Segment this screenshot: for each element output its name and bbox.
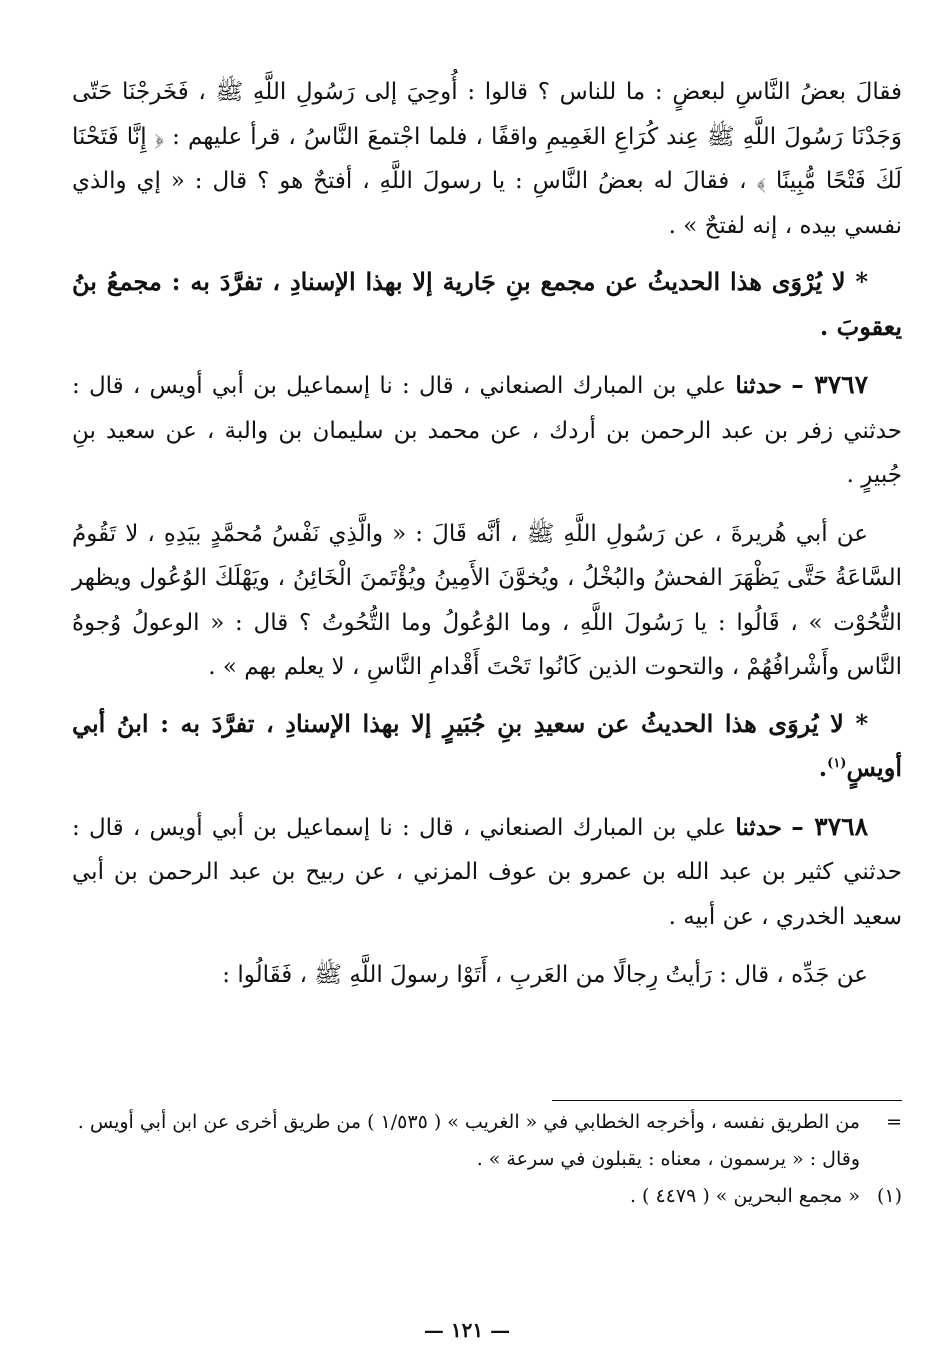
haddathana-label: حدثنا xyxy=(735,813,782,841)
hadith-number: ٣٧٦٨ – xyxy=(791,811,868,841)
paragraph-hadith-continuation: فقالَ بعضُ النَّاسِ لبعضٍ : ما للناس ؟ قالوا : أُوحِيَ إلى رَسُولِ اللَّهِ ﷺ ، فَخَرجْنَا حَتّى وَجَدْنَا رَسُولَ اللَّهِ ﷺ عِند كُرَاعِ الغَمِيمِ واقفًا ، فلما اجْتمعَ النَّاسُ ، قرأ عليهم : ﴿ إِنَّا فَتَحْنَا لَكَ فَتْحًا مُّبِينًا ﴾ ، فقالَ له بعضُ النَّاسِ : يا رسولَ اللَّهِ ، أفتحٌ هو ؟ قال : « إي والذي نفسي بيده ، إنه لفتحٌ » . xyxy=(72,79,902,239)
bullet-icon: * xyxy=(855,267,868,296)
hadith-3768-isnad xyxy=(72,805,902,940)
footnote-1-text: « مجمع البحرين » ( ٤٤٧٩ ) . xyxy=(629,1185,860,1207)
isnad-text: علي بن المبارك الصنعاني ، قال : نا إسماعيل بن أبي أويس ، قال : حدثني كثير بن عبد الله بن عمرو بن عوف المزني ، عن ربيح بن عبد الرحمن بن أبي سعيد الخدري ، عن أبيه . xyxy=(72,814,902,930)
haddathana-label: حدثنا xyxy=(735,372,782,399)
footnote-1-mark: (١) xyxy=(876,1185,902,1207)
page-body xyxy=(72,70,902,998)
page-number: — ١٢١ — xyxy=(423,1318,511,1342)
footnote-continuation xyxy=(72,1104,902,1141)
footnotes xyxy=(72,1104,902,1215)
editor-note-2 xyxy=(72,702,902,791)
editor-note-1-text: لا يُرْوَى هذا الحديثُ عن مجمع بنِ جَارية إلا بهذا الإسنادِ ، تفرَّدَ به : مجمعُ بنُ يعقوبَ . xyxy=(72,267,902,341)
bullet-icon: * xyxy=(855,708,869,738)
hadith-3768-matn: عن جَدِّه ، قال : رَأيتُ رِجالًا من العَربِ ، أَتَوْا رسولَ اللَّهِ ﷺ ، فَقَالُوا : xyxy=(222,962,868,988)
hadith-3767-matn: عن أبي هُريرةَ ، عن رَسُولِ اللَّهِ ﷺ ، أنَّه قَالَ : « والَّذِي نَفْسُ مُحمَّدٍ بيَدِهِ ، لا تَقُومُ السَّاعَةُ حَتَّى يَظْهَرَ الفحشُ والبُخْلُ ، ويُخوَّنَ الأَمِينُ ويُؤْتَمنَ الْخَائِنُ ، ويَهْلَكَ الوُعُول ويظهر التُّحُوْت » ، قَالُوا : يا رَسُولَ اللَّهِ ، وما الوُعُولُ وما التُّحُوتُ ؟ قال : « الوعولُ وُجوهُ النَّاس وأَشْرافُهُمْ ، والتحوت الذين كَانُوا تَحْتَ أَقْدامِ النَّاسِ ، لا يعلم بهم » . xyxy=(72,520,902,680)
footnote-continuation-2 xyxy=(72,1141,902,1178)
footnote-ref: (١) xyxy=(827,756,847,771)
footnote-separator xyxy=(552,1100,902,1101)
footnote-continuation-mark: = xyxy=(886,1111,902,1133)
footnote-continuation-text: من الطريق نفسه ، وأخرجه الخطابي في « الغريب » ( ١/٥٣٥ ) من طريق أخرى عن ابن أبي أويس . xyxy=(77,1111,860,1133)
hadith-number: ٣٧٦٧ – xyxy=(791,370,868,399)
footnote-continuation-text-2: وقال : « يرسمون ، معناه : يقبلون في سرعة » . xyxy=(476,1148,860,1170)
hadith-3767-isnad xyxy=(72,363,902,498)
isnad-text: علي بن المبارك الصنعاني ، قال : نا إسماعيل بن أبي أويس ، قال : حدثني زفر بن عبد الرحمن بن أردك ، عن محمد بن سليمان بن والبة ، عن سعيد بنِ جُبيرٍ . xyxy=(72,373,902,488)
editor-note-2-text: لا يُروَى هذا الحديثُ عن سعيدِ بنِ جُبَيرٍ إلا بهذا الإسنادِ ، تفرَّدَ به : ابنُ أبي أويسٍ xyxy=(72,708,902,782)
footnote-1 xyxy=(72,1178,902,1215)
editor-note-1 xyxy=(72,260,902,349)
editor-note-2-end: . xyxy=(818,753,828,782)
